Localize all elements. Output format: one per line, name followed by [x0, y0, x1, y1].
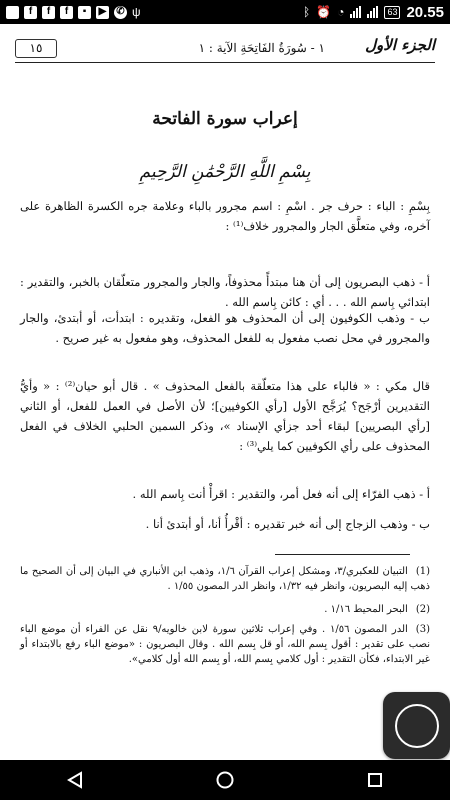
recents-icon: [366, 771, 384, 789]
footnote-text: الدر المصون ١/٥٦ . وفي إعراب ثلاثين سورة لابن خالويه/٩ نقل عن الفراء أن موضع الباء نصب على تقدير : أقول بِسم الله، أو قل بِسم الله . وقال البصريون : «موضع الباء رفع بالابتداء أو غير الابتداء، فكأن التقدير : أول كلامي بِسم الله، أو بِسم الله أول كلامي».: [20, 624, 430, 665]
footnote-text: التبيان للعكبري/٣، ومشكل إعراب القرآن ١/٦، وذهب ابن الأنباري في البيان إلى أن الصحيح ما ذهب إليه البصريون، وانظر فيه ١/٣٢، وانظر الدر المصون ١/٥٥ .: [20, 566, 430, 592]
footnote: [20, 602, 430, 617]
footnote-number: (3): [415, 624, 430, 635]
facebook-icon: f: [60, 6, 73, 19]
footnote: [20, 564, 430, 594]
paragraph: أ - ذهب البصريون إلى أن هنا مبتدأً محذوفاً، والجار والمجرور متعلّقان بالخبر، والتقدير : ابتدائي بِاسم الله . . . أي : كائن بِاسم الله .: [20, 275, 430, 309]
book-page[interactable]: [0, 24, 450, 760]
header-divider: [15, 62, 435, 63]
bluetooth-icon: ᛒ: [303, 5, 311, 19]
footnote: [20, 622, 430, 667]
signal-icon: [350, 6, 361, 18]
footnote-number: (1): [415, 566, 430, 577]
juz-label: الجزء الأول: [365, 36, 435, 54]
alarm-icon: ⏰: [316, 5, 332, 19]
facebook-icon: f: [24, 6, 37, 19]
footnote-text: البحر المحيط ١/١٦ .: [324, 604, 408, 615]
home-icon: [215, 770, 235, 790]
status-clock: 20.55: [406, 3, 444, 21]
status-bar: [0, 0, 450, 24]
paragraph: بِسْمِ : الباء : حرف جر . اسْمِ : اسم مجرور بالباء وعلامة جره الكسرة الظاهرة على آخره، وفي متعلَّق الجار والمجرور خلاف⁽¹⁾ :: [20, 199, 430, 233]
signal-icon: [367, 6, 378, 18]
wifi-icon: ◔: [337, 5, 345, 19]
home-button[interactable]: [205, 760, 245, 800]
paragraph: قال مكي : « فالباء على هذا متعلّقة بالفعل المحذوف » . قال أبو حيان⁽²⁾ : « وأيُّ التقديرين أرْجَح؟ يُرَجَّح الأول [رأي الكوفيين]؛ لأن الأصل في العمل للفعل، أو الثاني [رأي البصريين] لبقاء أحد جزأي الإسناد »، وذكر السمين الحلبي الخلاف في الفعل المحذوف على رأي الكوفيين كما يلي⁽³⁾ :: [20, 379, 431, 453]
whatsapp-icon: ✆: [114, 6, 127, 19]
notification-box-icon: [6, 6, 19, 19]
paragraph: ب - وذهب الكوفيون إلى أن المحذوف هو الفعل، وتقديره : ابتدأت، أو أبتدئ، والجار والمجرور في محل نصب مفعول به للفعل المحذوف، وهو مفعول به غير صريح .: [20, 311, 430, 345]
running-head: ١ - سُورَةُ الفَاتِحَةِ الآية : ١: [198, 41, 325, 55]
usb-icon: ψ: [132, 5, 141, 19]
facebook-icon: f: [42, 6, 55, 19]
floating-menu-button[interactable]: [383, 692, 450, 759]
back-button[interactable]: [55, 760, 95, 800]
youtube-icon: ▶: [96, 6, 109, 19]
page-title: إعراب سورة الفاتحة: [152, 109, 298, 129]
footnote-divider: [275, 554, 410, 555]
page-number: ١٥: [15, 39, 57, 58]
paragraph: أ - ذهب الفرّاء إلى أنه فعل أمر، والتقدير : اقرأْ أنت بِاسم الله .: [132, 487, 430, 501]
paragraph: ب - وذهب الزجاج إلى أنه خبر تقديره : أقْرأُ أنا، أو أبتدئ أنا .: [145, 517, 430, 531]
basmala-heading: بِسْمِ اللَّهِ الرَّحْمَٰنِ الرَّحِيمِ: [139, 162, 311, 182]
back-icon: [66, 771, 84, 789]
status-bar-system: [303, 4, 450, 21]
photo-icon: ▪: [78, 6, 91, 19]
circle-icon: [395, 704, 439, 748]
recents-button[interactable]: [355, 760, 395, 800]
status-bar-notifications: [0, 5, 141, 19]
footnote-number: (2): [415, 604, 430, 615]
navigation-bar: [0, 760, 450, 800]
battery-icon: 63: [384, 6, 400, 19]
